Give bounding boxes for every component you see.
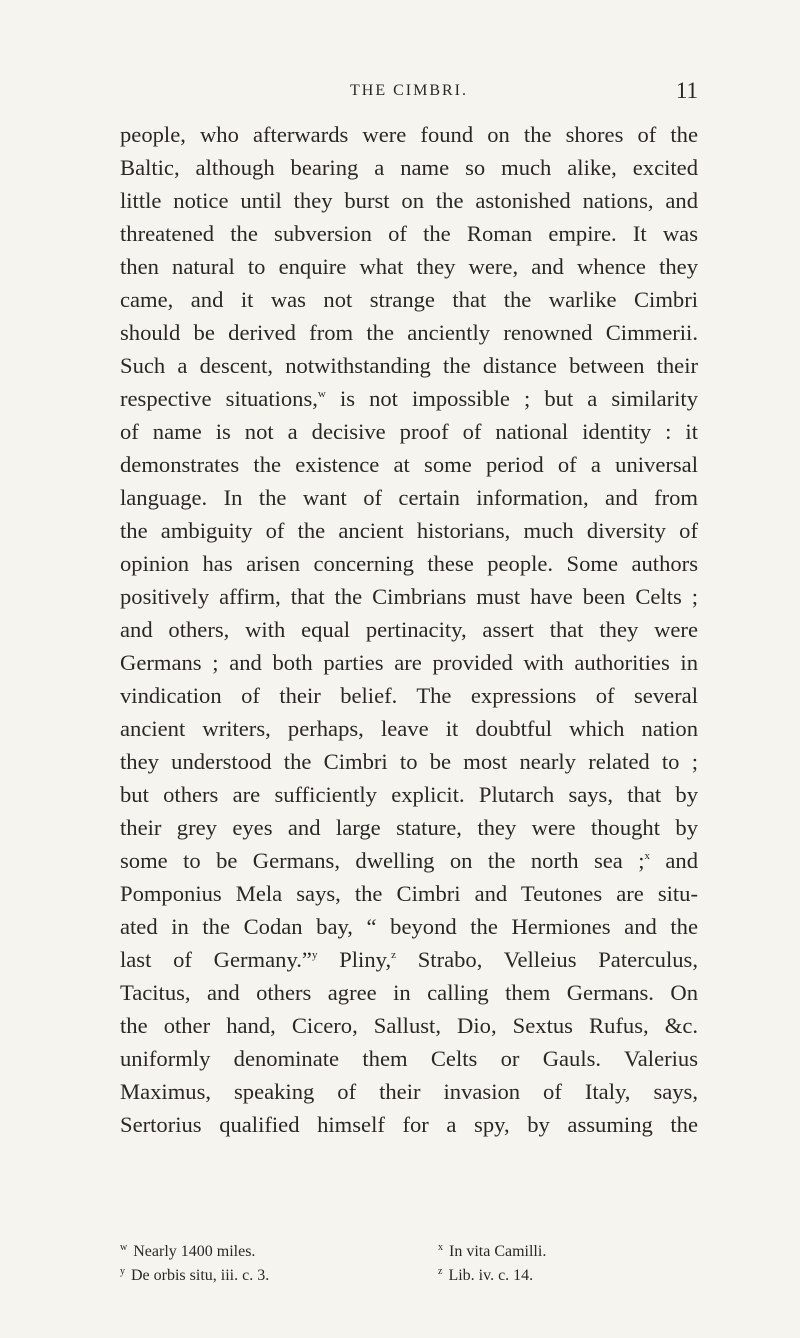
footnote-reference[interactable]: w [317, 388, 326, 400]
text-run: the ambiguity of the ancient historians, much diversity of [120, 518, 698, 543]
text-run: should be derived from the anciently renowned Cimmerii. [120, 320, 698, 345]
text-run: but others are sufficiently explicit. Plutarch says, that by [120, 782, 698, 807]
text-run: Such a descent, notwithstanding the distance between their [120, 353, 698, 378]
page-number: 11 [675, 78, 698, 103]
footnote-text: Nearly 1400 miles. [133, 1243, 256, 1260]
text-run: little notice until they burst on the astonished nations, and [120, 188, 698, 213]
text-run: last of Germany.” [120, 947, 312, 972]
text-line [120, 877, 698, 910]
text-line [120, 1042, 698, 1075]
text-line [120, 184, 698, 217]
text-run: and others, with equal pertinacity, assert that they were [120, 617, 698, 642]
text-run: uniformly denominate them Celts or Gauls. Valerius [120, 1046, 698, 1071]
running-head: THE CIMBRI. [350, 82, 468, 99]
text-line [120, 613, 698, 646]
text-run: people, who afterwards were found on the shores of the [120, 122, 698, 147]
footnote-mark: w [120, 1242, 128, 1253]
footnote-reference[interactable]: z [391, 949, 396, 961]
footnote-mark: x [438, 1242, 443, 1253]
text-run: Baltic, although bearing a name so much alike, excited [120, 155, 698, 180]
text-line [120, 250, 698, 283]
text-line [120, 844, 698, 877]
text-run: Sertorius qualified himself for a spy, by assuming the [120, 1112, 698, 1137]
text-line [120, 283, 698, 316]
text-line [120, 316, 698, 349]
footnote-y [120, 1264, 269, 1290]
footnote-text: De orbis situ, iii. c. 3. [131, 1267, 270, 1284]
text-run: threatened the subversion of the Roman empire. It was [120, 221, 698, 246]
text-run: Tacitus, and others agree in calling them Germans. On [120, 980, 698, 1005]
text-run: then natural to enquire what they were, and whence they [120, 254, 698, 279]
text-run: demonstrates the existence at some period of a universal [120, 452, 698, 477]
text-line [120, 778, 698, 811]
footnote-w [120, 1240, 255, 1266]
text-line [120, 151, 698, 184]
footnote-mark: y [120, 1266, 125, 1277]
text-line [120, 1009, 698, 1042]
text-run: is not impossible ; but a similarity [325, 386, 698, 411]
footnote-z [438, 1264, 533, 1290]
text-run: the other hand, Cicero, Sallust, Dio, Sextus Rufus, &c. [120, 1013, 698, 1038]
text-line [120, 580, 698, 613]
text-line [120, 712, 698, 745]
footnote-text: Lib. iv. c. 14. [448, 1267, 534, 1284]
text-run: Maximus, speaking of their invasion of Italy, says, [120, 1079, 698, 1104]
text-run: Strabo, Velleius Paterculus, [395, 947, 698, 972]
footnote-x [438, 1240, 546, 1266]
text-run: some to be Germans, dwelling on the north sea ; [120, 848, 645, 873]
text-line [120, 481, 698, 514]
text-line [120, 811, 698, 844]
text-line [120, 646, 698, 679]
text-line [120, 415, 698, 448]
text-run: opinion has arisen concerning these people. Some authors [120, 551, 698, 576]
text-line [120, 514, 698, 547]
text-line [120, 217, 698, 250]
footnote-reference[interactable]: x [644, 850, 650, 862]
text-run: Germans ; and both parties are provided with authorities in [120, 650, 698, 675]
text-run: their grey eyes and large stature, they were thought by [120, 815, 698, 840]
text-line [120, 118, 698, 151]
text-run: Pliny, [317, 947, 392, 972]
text-run: came, and it was not strange that the warlike Cimbri [120, 287, 698, 312]
text-line [120, 679, 698, 712]
text-run: vindication of their belief. The expressions of several [120, 683, 698, 708]
body-text [120, 118, 698, 1141]
text-run: of name is not a decisive proof of national identity : it [120, 419, 698, 444]
text-run: Pomponius Mela says, the Cimbri and Teutones are situ- [120, 881, 698, 906]
page-header [120, 78, 698, 108]
text-line [120, 745, 698, 778]
text-run: they understood the Cimbri to be most nearly related to ; [120, 749, 698, 774]
footnote-text: In vita Camilli. [449, 1243, 547, 1260]
text-line [120, 943, 698, 976]
text-run: language. In the want of certain information, and from [120, 485, 698, 510]
text-run: ancient writers, perhaps, leave it doubtful which nation [120, 716, 698, 741]
text-line [120, 1108, 698, 1141]
text-line [120, 1075, 698, 1108]
footnote-mark: z [438, 1266, 443, 1277]
text-run: respective situations, [120, 386, 318, 411]
text-line [120, 382, 698, 415]
text-line [120, 448, 698, 481]
text-run: and [649, 848, 698, 873]
text-line [120, 910, 698, 943]
text-line [120, 547, 698, 580]
footnote-reference[interactable]: y [311, 949, 318, 961]
text-run: positively affirm, that the Cimbrians must have been Celts ; [120, 584, 698, 609]
text-line [120, 349, 698, 382]
text-line [120, 976, 698, 1009]
text-run: ated in the Codan bay, “ beyond the Hermiones and the [120, 914, 698, 939]
